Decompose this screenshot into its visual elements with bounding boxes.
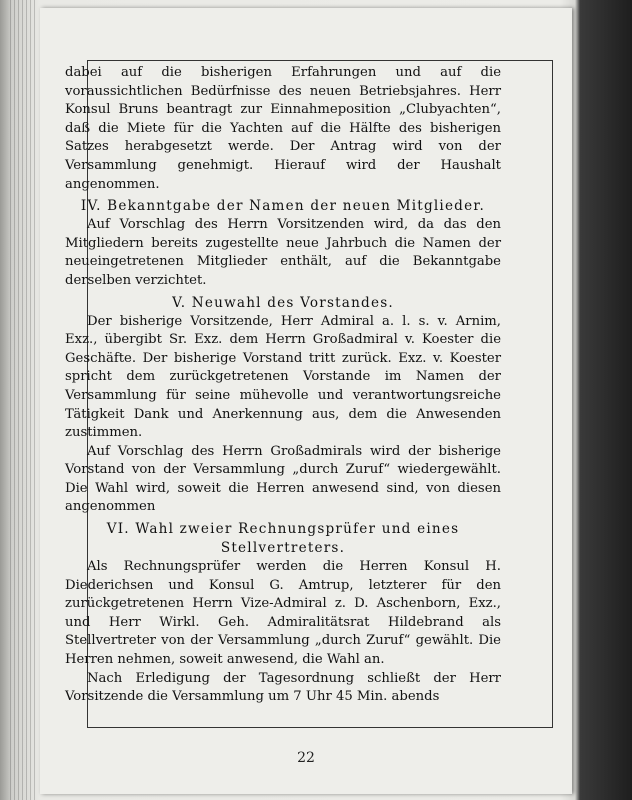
paragraph: Auf Vorschlag des Herrn Großadmirals wird der bisherige Vorstand von der Versammlung „durch Zuruf“ wiedergewählt. Die Wahl wird, soweit die Herren anwesend sind, von diesen angenommen (65, 443, 501, 515)
paragraph: Nach Erledigung der Tagesordnung schließt der Herr Vorsitzende die Versammlung um 7 Uhr 45 Min. abends (65, 670, 501, 705)
section-heading: V. Neuwahl des Vorstandes. (172, 294, 394, 311)
page-number: 22 (297, 750, 315, 766)
page-edges (10, 0, 38, 800)
page-text (65, 64, 501, 707)
paragraph: dabei auf die bisherigen Erfahrungen und auf die voraussichtlichen Bedürfnisse des neuen Betriebsjahres. Herr Konsul Bruns beantragt zur Einnahmeposition „Clubyachten“, daß die Miete für die Yachten auf die Hälfte des bisherigen Satzes herabgesetzt werde. Der Antrag wird von der Versammlung genehmigt. Hierauf wird der Haushalt angenommen. (65, 65, 501, 192)
paragraph: Als Rechnungsprüfer werden die Herren Konsul H. Diederichsen und Konsul G. Amtrup, letzterer für den zurückgetretenen Herrn Vize-Admiral z. D. Aschenborn, Exz., und Herr Wirkl. Geh. Admiralitätsrat Hildebrand als Stellvertreter von der Versammlung „durch Zuruf“ gewählt. Die Herren nehmen, soweit anwesend, die Wahl an. (65, 559, 501, 668)
paragraph: Auf Vorschlag des Herrn Vorsitzenden wird, da das den Mitgliedern bereits zugestellte neue Jahrbuch die Namen der neueingetretenen Mitglieder enthält, auf die Bekanntgabe derselben verzichtet. (65, 217, 501, 288)
paragraph: Der bisherige Vorsitzende, Herr Admiral a. l. s. v. Arnim, Exz., übergibt Sr. Exz. dem Herrn Großadmiral v. Koester die Geschäfte. Der bisherige Vorstand tritt zurück. Exz. v. Koester spricht dem zurückgetretenen Vorstande im Namen der Versammlung für seine mühevolle und verantwortungsreiche Tätigkeit Dank und Anerkennung aus, dem die Anwesenden zustimmen. (65, 313, 501, 441)
section-heading: VI. Wahl zweier Rechnungsprüfer und eines Stellvertreters. (106, 521, 460, 557)
section-heading: IV. Bekanntgabe der Namen der neuen Mitglieder. (80, 198, 486, 215)
